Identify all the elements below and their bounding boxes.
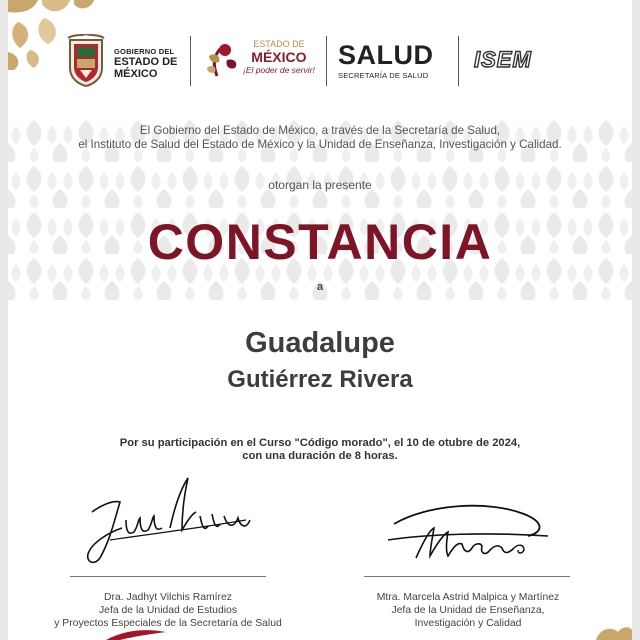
intro-text (8, 124, 632, 152)
signatory-role-line1: Jefa de la Unidad de Enseñanza, (391, 605, 545, 616)
certificate-sheet (8, 0, 632, 640)
signatory-role-line2: y Proyectos Especiales de la Secretaría de Salud (54, 618, 282, 629)
header-divider (458, 36, 459, 86)
signatory-role-line1: Jefa de la Unidad de Estudios (98, 605, 238, 616)
gobierno-estado-mexico-logo (66, 34, 186, 88)
certificate-title: CONSTANCIA (147, 214, 493, 270)
estado-de-mexico-logo (203, 38, 318, 86)
header-divider (190, 36, 191, 86)
signatory-name: Mtra. Marcela Astrid Malpica y Martínez (376, 592, 560, 603)
gobierno-line1: GOBIERNO DEL (114, 47, 175, 56)
header-divider (326, 36, 327, 86)
signature-line-right (364, 576, 570, 577)
signatory-right (348, 591, 588, 630)
recipient-last-names: Gutiérrez Rivera (227, 366, 413, 393)
signature-right (368, 500, 568, 570)
estado-line2: MÉXICO (251, 49, 307, 65)
signature-left (70, 470, 270, 570)
flower-emblem-icon (203, 42, 241, 78)
estado-line1: ESTADO DE (253, 39, 305, 49)
header-logos (8, 30, 632, 92)
gobierno-line2: ESTADO DE (114, 55, 178, 68)
signatory-left (28, 591, 308, 630)
estado-slogan: ¡El poder de servir! (243, 65, 315, 75)
signature-line-left (70, 576, 266, 577)
recipient-first-name: Guadalupe (245, 327, 395, 359)
salud-logo (338, 42, 448, 86)
signatory-name: Dra. Jadhyt Vilchis Ramírez (103, 592, 232, 603)
salud-subtitle: SECRETARÍA DE SALUD (338, 71, 429, 80)
otorgan-text: otorgan la presente (268, 178, 372, 192)
signatory-role-line2: Investigación y Calidad (414, 618, 522, 629)
intro-line2: el Instituto de Salud del Estado de México y la Unidad de Enseñanza, Investigación y Calidad. (78, 138, 562, 151)
isem-logo: ISEM (474, 47, 532, 72)
a-connector: a (316, 281, 324, 293)
gobierno-line3: MÉXICO (114, 67, 158, 80)
course-description (8, 437, 632, 463)
description-line1: Por su participación en el Curso "Código morado", el 10 de otubre de 2024, (119, 437, 521, 449)
intro-line1: El Gobierno del Estado de México, a través de la Secretaría de Salud, (139, 124, 501, 137)
state-seal-icon (66, 34, 106, 88)
gold-ornament-bottom-right (592, 622, 632, 640)
description-line2: con una duración de 8 horas. (242, 450, 398, 462)
salud-title: SALUD (338, 40, 434, 70)
